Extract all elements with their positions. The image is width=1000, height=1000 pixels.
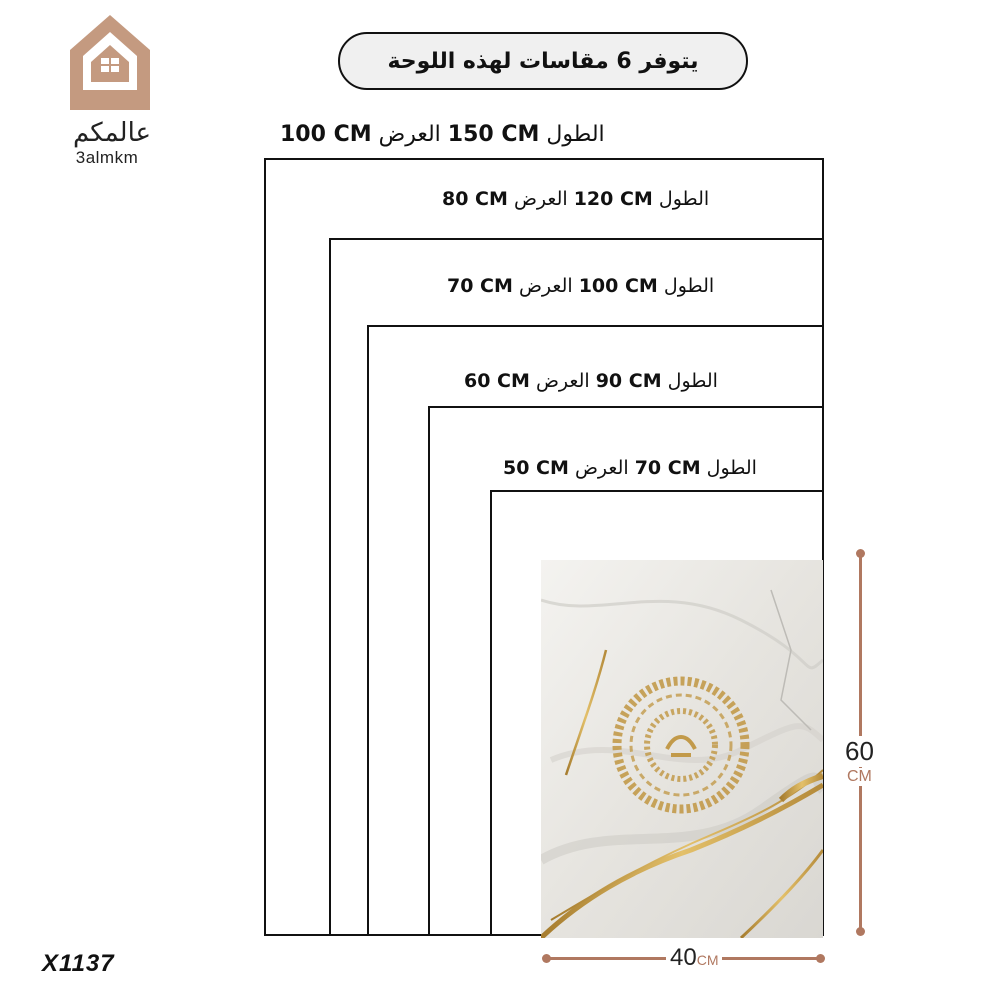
height-unit: CM [847,768,872,785]
size-label-100x70: الطول 100 CM العرض 70 CM [447,275,715,297]
brand-name-latin: 3almkm [75,148,139,167]
width-dimension-right-dot [816,954,825,963]
product-code: X1137 [42,950,115,977]
width-label [666,944,722,972]
brand-name-arabic: عالمكم [72,118,152,148]
height-value: 60 [845,736,874,766]
calligraphy-painting-image [541,560,823,938]
sizes-available-header: يتوفر 6 مقاسات لهذه اللوحة [338,32,748,90]
size-label-150x100: الطول 150 CM العرض 100 CM [280,122,605,147]
size-label-90x60: الطول 90 CM العرض 60 CM [464,370,718,392]
size-label-70x50: الطول 70 CM العرض 50 CM [503,457,757,479]
width-value: 40 [670,944,697,971]
size-label-120x80: الطول 120 CM العرض 80 CM [442,188,710,210]
width-unit: CM [696,952,719,968]
height-dimension-bottom-dot [856,927,865,936]
